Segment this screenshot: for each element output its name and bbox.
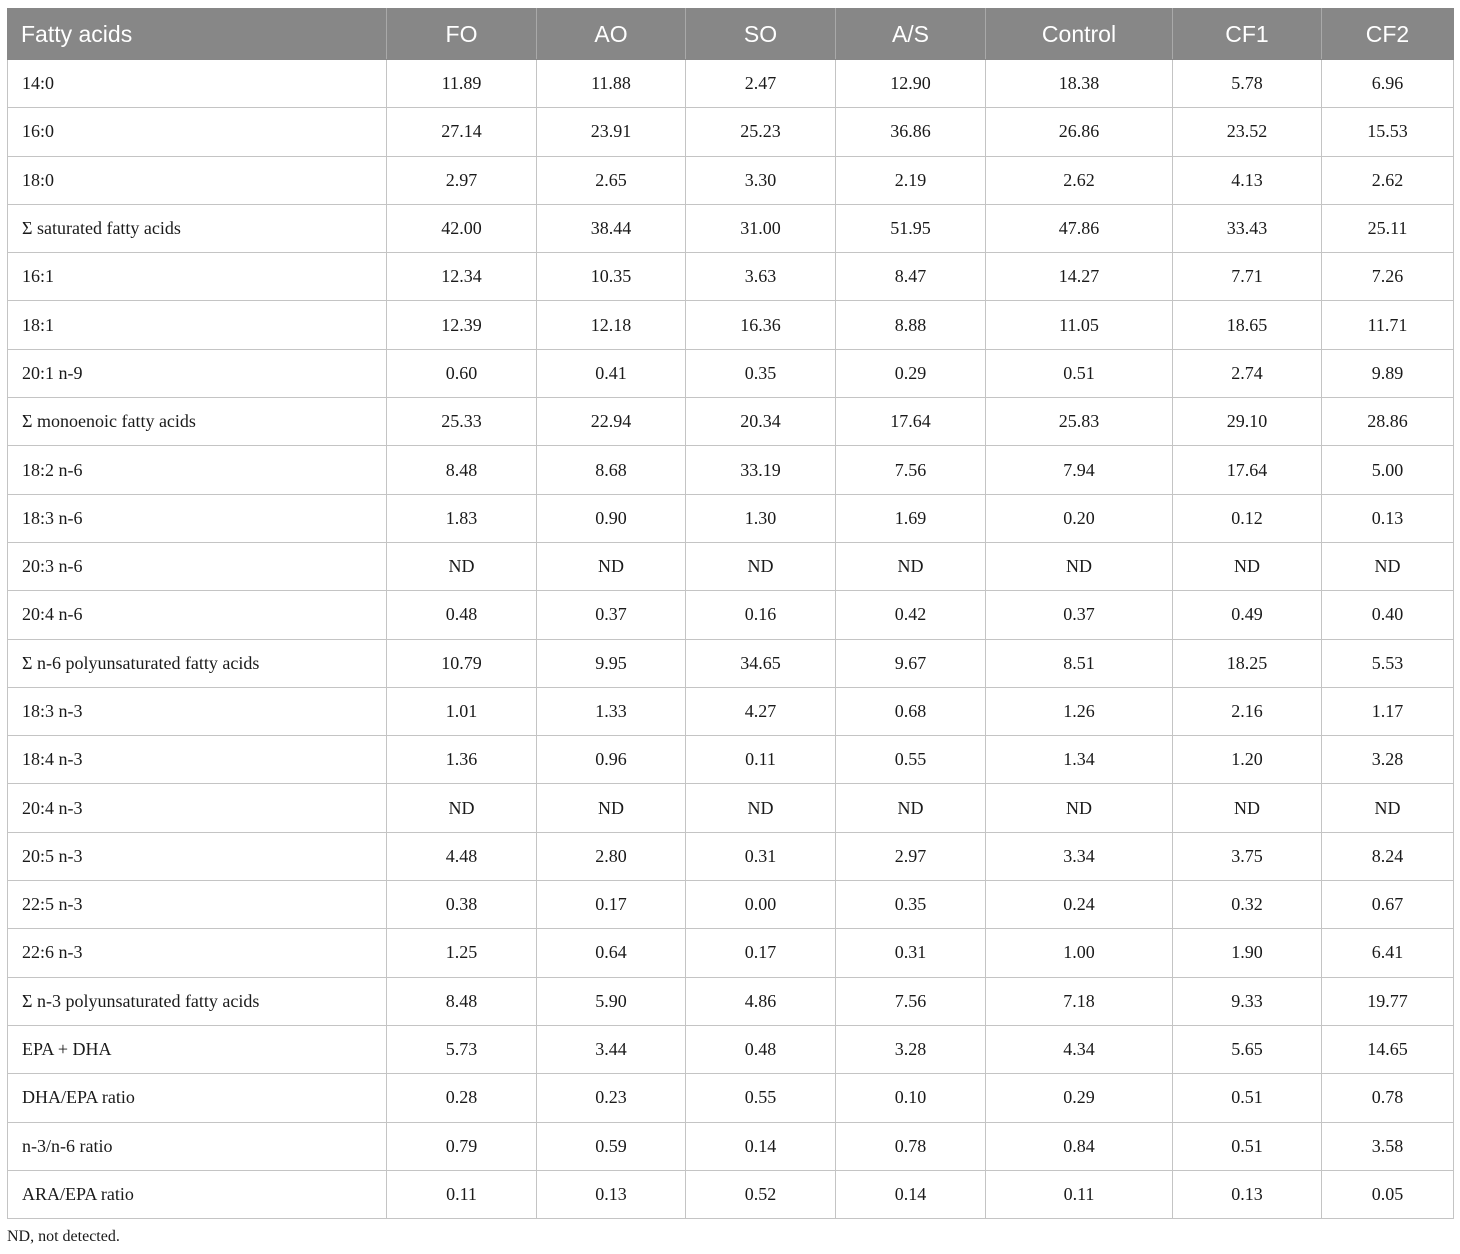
- table-cell: ND: [836, 542, 986, 590]
- table-cell: 1.33: [537, 687, 686, 735]
- table-cell: 2.97: [387, 156, 537, 204]
- table-cell: 12.18: [537, 301, 686, 349]
- table-cell: 1.20: [1173, 736, 1322, 784]
- table-cell: 25.83: [986, 398, 1173, 446]
- table-cell: 33.43: [1173, 204, 1322, 252]
- table-cell: ND: [387, 542, 537, 590]
- table-cell: 0.37: [986, 591, 1173, 639]
- table-cell: 11.71: [1322, 301, 1454, 349]
- table-cell: 0.24: [986, 881, 1173, 929]
- table-cell: ND: [686, 784, 836, 832]
- table-cell: 19.77: [1322, 977, 1454, 1025]
- table-cell: 14.65: [1322, 1025, 1454, 1073]
- table-row: [8, 156, 1454, 204]
- row-label: 20:4 n-3: [8, 784, 387, 832]
- table-cell: 0.11: [387, 1170, 537, 1218]
- table-cell: 4.34: [986, 1025, 1173, 1073]
- table-cell: 1.25: [387, 929, 537, 977]
- table-cell: 12.90: [836, 60, 986, 108]
- table-cell: 0.12: [1173, 494, 1322, 542]
- table-cell: 22.94: [537, 398, 686, 446]
- table-row: [8, 204, 1454, 252]
- table-cell: 9.95: [537, 639, 686, 687]
- table-cell: 8.48: [387, 977, 537, 1025]
- row-label: 16:0: [8, 108, 387, 156]
- table-cell: 33.19: [686, 446, 836, 494]
- table-cell: 0.48: [387, 591, 537, 639]
- table-cell: ND: [537, 784, 686, 832]
- table-cell: 0.16: [686, 591, 836, 639]
- row-label: 18:0: [8, 156, 387, 204]
- table-cell: 1.83: [387, 494, 537, 542]
- row-label: 20:5 n-3: [8, 832, 387, 880]
- column-header: CF1: [1173, 9, 1322, 60]
- table-cell: 2.19: [836, 156, 986, 204]
- table-cell: 0.29: [986, 1074, 1173, 1122]
- table-cell: 3.58: [1322, 1122, 1454, 1170]
- row-label: Σ monoenoic fatty acids: [8, 398, 387, 446]
- table-cell: 1.30: [686, 494, 836, 542]
- table-cell: 0.10: [836, 1074, 986, 1122]
- table-cell: 29.10: [1173, 398, 1322, 446]
- table-cell: ND: [1322, 542, 1454, 590]
- row-label: 20:1 n-9: [8, 349, 387, 397]
- table-row: [8, 832, 1454, 880]
- table-cell: 8.24: [1322, 832, 1454, 880]
- table-cell: 2.47: [686, 60, 836, 108]
- row-label: 18:3 n-6: [8, 494, 387, 542]
- row-label: 20:4 n-6: [8, 591, 387, 639]
- column-header: A/S: [836, 9, 986, 60]
- row-label: DHA/EPA ratio: [8, 1074, 387, 1122]
- table-cell: 0.20: [986, 494, 1173, 542]
- table-cell: 0.23: [537, 1074, 686, 1122]
- table-cell: 0.55: [836, 736, 986, 784]
- row-label: 18:4 n-3: [8, 736, 387, 784]
- column-header: FO: [387, 9, 537, 60]
- table-cell: 20.34: [686, 398, 836, 446]
- table-cell: 27.14: [387, 108, 537, 156]
- table-cell: 0.78: [836, 1122, 986, 1170]
- table-cell: 17.64: [1173, 446, 1322, 494]
- table-cell: 25.33: [387, 398, 537, 446]
- table-cell: 1.00: [986, 929, 1173, 977]
- table-cell: 9.67: [836, 639, 986, 687]
- table-header: [8, 9, 1454, 60]
- table-cell: 0.51: [986, 349, 1173, 397]
- table-cell: 3.44: [537, 1025, 686, 1073]
- table-cell: 51.95: [836, 204, 986, 252]
- table-cell: 8.47: [836, 253, 986, 301]
- table-row: [8, 929, 1454, 977]
- table-row: [8, 108, 1454, 156]
- table-cell: 5.73: [387, 1025, 537, 1073]
- table-row: [8, 253, 1454, 301]
- table-cell: 3.30: [686, 156, 836, 204]
- table-cell: 8.68: [537, 446, 686, 494]
- table-cell: 0.31: [836, 929, 986, 977]
- table-cell: ND: [1173, 542, 1322, 590]
- table-row: [8, 881, 1454, 929]
- table-row: [8, 639, 1454, 687]
- table-cell: 2.62: [986, 156, 1173, 204]
- table-cell: 0.90: [537, 494, 686, 542]
- table-cell: 12.34: [387, 253, 537, 301]
- table-cell: ND: [986, 784, 1173, 832]
- table-cell: 0.51: [1173, 1074, 1322, 1122]
- table-cell: 0.31: [686, 832, 836, 880]
- table-cell: 18.25: [1173, 639, 1322, 687]
- table-cell: 4.27: [686, 687, 836, 735]
- table-cell: 47.86: [986, 204, 1173, 252]
- table-cell: 9.33: [1173, 977, 1322, 1025]
- table-cell: 9.89: [1322, 349, 1454, 397]
- column-header: SO: [686, 9, 836, 60]
- table-cell: 0.67: [1322, 881, 1454, 929]
- row-label: 22:6 n-3: [8, 929, 387, 977]
- row-label: Σ n-6 polyunsaturated fatty acids: [8, 639, 387, 687]
- table-cell: 4.48: [387, 832, 537, 880]
- table-cell: 7.56: [836, 977, 986, 1025]
- table-cell: 2.80: [537, 832, 686, 880]
- table-cell: 0.14: [686, 1122, 836, 1170]
- table-cell: 2.74: [1173, 349, 1322, 397]
- table-cell: 5.53: [1322, 639, 1454, 687]
- table-cell: 0.64: [537, 929, 686, 977]
- table-cell: ND: [1173, 784, 1322, 832]
- table-cell: 0.11: [686, 736, 836, 784]
- table-cell: 7.18: [986, 977, 1173, 1025]
- table-cell: 0.14: [836, 1170, 986, 1218]
- table-cell: 5.00: [1322, 446, 1454, 494]
- table-cell: 12.39: [387, 301, 537, 349]
- table-cell: ND: [986, 542, 1173, 590]
- table-cell: ND: [686, 542, 836, 590]
- header-row: [8, 9, 1454, 60]
- row-label: 18:3 n-3: [8, 687, 387, 735]
- table-cell: 0.35: [836, 881, 986, 929]
- table-cell: 0.05: [1322, 1170, 1454, 1218]
- table-cell: 0.49: [1173, 591, 1322, 639]
- row-label: 16:1: [8, 253, 387, 301]
- table-row: [8, 736, 1454, 784]
- table-cell: 0.13: [537, 1170, 686, 1218]
- table-cell: 1.01: [387, 687, 537, 735]
- table-cell: 7.26: [1322, 253, 1454, 301]
- table-cell: 3.28: [836, 1025, 986, 1073]
- table-cell: ND: [537, 542, 686, 590]
- column-header: Control: [986, 9, 1173, 60]
- table-cell: 1.69: [836, 494, 986, 542]
- row-label: 14:0: [8, 60, 387, 108]
- table-cell: 34.65: [686, 639, 836, 687]
- table-cell: 11.88: [537, 60, 686, 108]
- row-label: 18:1: [8, 301, 387, 349]
- table-cell: 3.34: [986, 832, 1173, 880]
- table-cell: 0.00: [686, 881, 836, 929]
- row-label: EPA + DHA: [8, 1025, 387, 1073]
- table-row: [8, 784, 1454, 832]
- row-label: 22:5 n-3: [8, 881, 387, 929]
- table-cell: 18.65: [1173, 301, 1322, 349]
- table-cell: 0.59: [537, 1122, 686, 1170]
- column-header: CF2: [1322, 9, 1454, 60]
- table-cell: 4.86: [686, 977, 836, 1025]
- table-cell: 1.26: [986, 687, 1173, 735]
- table-cell: 38.44: [537, 204, 686, 252]
- table-cell: 0.38: [387, 881, 537, 929]
- table-body: [8, 60, 1454, 1219]
- table-cell: 0.96: [537, 736, 686, 784]
- table-cell: 17.64: [836, 398, 986, 446]
- table-row: [8, 1074, 1454, 1122]
- table-cell: 18.38: [986, 60, 1173, 108]
- table-cell: 2.65: [537, 156, 686, 204]
- table-cell: ND: [1322, 784, 1454, 832]
- column-header: AO: [537, 9, 686, 60]
- table-cell: 26.86: [986, 108, 1173, 156]
- table-cell: 23.52: [1173, 108, 1322, 156]
- table-cell: 0.17: [686, 929, 836, 977]
- table-cell: 7.56: [836, 446, 986, 494]
- table-row: [8, 1122, 1454, 1170]
- table-cell: 8.88: [836, 301, 986, 349]
- row-label: 20:3 n-6: [8, 542, 387, 590]
- table-cell: 15.53: [1322, 108, 1454, 156]
- table-cell: 10.35: [537, 253, 686, 301]
- table-cell: 0.32: [1173, 881, 1322, 929]
- table-cell: 0.84: [986, 1122, 1173, 1170]
- table-row: [8, 60, 1454, 108]
- table-footnote: ND, not detected.: [7, 1228, 120, 1245]
- table-cell: 2.97: [836, 832, 986, 880]
- table-cell: 1.34: [986, 736, 1173, 784]
- table-cell: 0.29: [836, 349, 986, 397]
- table-cell: 2.62: [1322, 156, 1454, 204]
- table-row: [8, 542, 1454, 590]
- table-cell: 0.60: [387, 349, 537, 397]
- table-cell: 8.51: [986, 639, 1173, 687]
- table-cell: 1.36: [387, 736, 537, 784]
- table-cell: 14.27: [986, 253, 1173, 301]
- table-cell: 4.13: [1173, 156, 1322, 204]
- table-cell: 36.86: [836, 108, 986, 156]
- table-row: [8, 687, 1454, 735]
- row-label: ARA/EPA ratio: [8, 1170, 387, 1218]
- table-row: [8, 398, 1454, 446]
- table-cell: 0.13: [1173, 1170, 1322, 1218]
- table-row: [8, 494, 1454, 542]
- table-cell: 1.17: [1322, 687, 1454, 735]
- table-cell: 5.78: [1173, 60, 1322, 108]
- table-cell: 8.48: [387, 446, 537, 494]
- table-cell: ND: [836, 784, 986, 832]
- table-row: [8, 1025, 1454, 1073]
- table-cell: 0.17: [537, 881, 686, 929]
- table-cell: 0.79: [387, 1122, 537, 1170]
- table-cell: 0.42: [836, 591, 986, 639]
- table-cell: 11.89: [387, 60, 537, 108]
- table-cell: 3.28: [1322, 736, 1454, 784]
- table-cell: 28.86: [1322, 398, 1454, 446]
- table-cell: 0.40: [1322, 591, 1454, 639]
- table-cell: 0.51: [1173, 1122, 1322, 1170]
- table-cell: 0.11: [986, 1170, 1173, 1218]
- table-cell: 7.94: [986, 446, 1173, 494]
- table-cell: 2.16: [1173, 687, 1322, 735]
- row-label: Σ n-3 polyunsaturated fatty acids: [8, 977, 387, 1025]
- table-row: [8, 446, 1454, 494]
- table-cell: 0.68: [836, 687, 986, 735]
- table-cell: 3.75: [1173, 832, 1322, 880]
- table-cell: 0.78: [1322, 1074, 1454, 1122]
- table-row: [8, 591, 1454, 639]
- table-cell: 0.28: [387, 1074, 537, 1122]
- table-cell: 11.05: [986, 301, 1173, 349]
- row-label: n-3/n-6 ratio: [8, 1122, 387, 1170]
- table-cell: 0.55: [686, 1074, 836, 1122]
- table-row: [8, 301, 1454, 349]
- table-cell: 25.11: [1322, 204, 1454, 252]
- table-cell: 0.41: [537, 349, 686, 397]
- table-cell: 5.90: [537, 977, 686, 1025]
- table-row: [8, 349, 1454, 397]
- row-label: Σ saturated fatty acids: [8, 204, 387, 252]
- table-cell: 3.63: [686, 253, 836, 301]
- table-cell: 16.36: [686, 301, 836, 349]
- table-cell: 23.91: [537, 108, 686, 156]
- table-cell: 0.48: [686, 1025, 836, 1073]
- table-cell: 25.23: [686, 108, 836, 156]
- table-cell: 42.00: [387, 204, 537, 252]
- table-cell: 7.71: [1173, 253, 1322, 301]
- fatty-acid-table: [7, 8, 1454, 1219]
- column-header-label: Fatty acids: [8, 9, 387, 60]
- table-row: [8, 1170, 1454, 1218]
- table-cell: ND: [387, 784, 537, 832]
- table-cell: 6.41: [1322, 929, 1454, 977]
- table-cell: 6.96: [1322, 60, 1454, 108]
- table-cell: 0.37: [537, 591, 686, 639]
- table-cell: 1.90: [1173, 929, 1322, 977]
- table-cell: 0.35: [686, 349, 836, 397]
- table-row: [8, 977, 1454, 1025]
- table-cell: 5.65: [1173, 1025, 1322, 1073]
- table-cell: 10.79: [387, 639, 537, 687]
- table-cell: 0.13: [1322, 494, 1454, 542]
- table-cell: 31.00: [686, 204, 836, 252]
- row-label: 18:2 n-6: [8, 446, 387, 494]
- table-cell: 0.52: [686, 1170, 836, 1218]
